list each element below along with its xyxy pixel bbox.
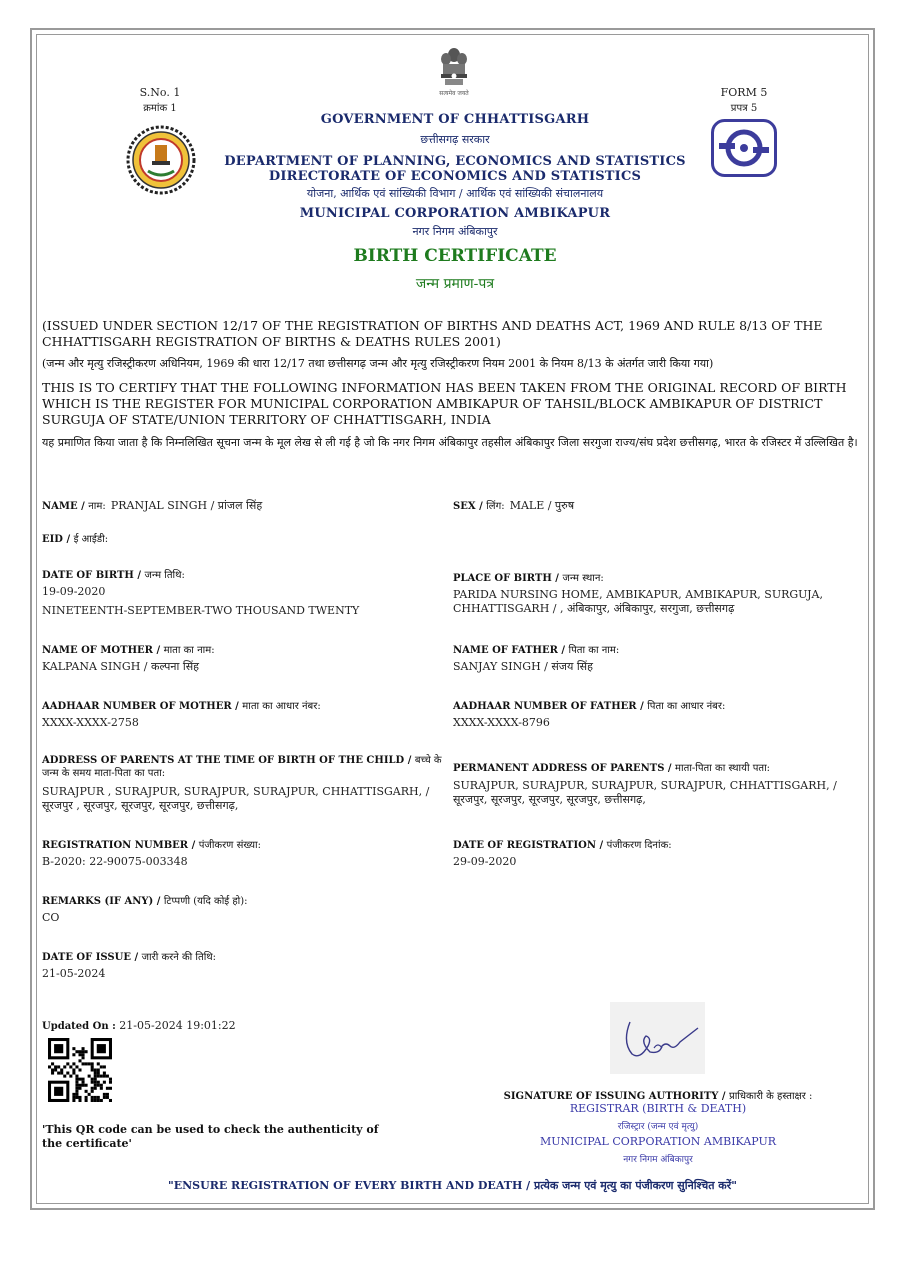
certificate-title: BIRTH CERTIFICATE bbox=[353, 246, 557, 266]
department-title: DEPARTMENT OF PLANNING, ECONOMICS AND STATISTICS bbox=[224, 154, 686, 169]
remarks-value: CO bbox=[42, 911, 60, 924]
registration-number-label: REGISTRATION NUMBER / पंजीकरण संख्या: bbox=[42, 840, 261, 851]
dob-words-value: NINETEENTH-SEPTEMBER-TWO THOUSAND TWENTY bbox=[42, 604, 360, 617]
serial-number: S.No. 1 bbox=[139, 86, 181, 99]
issued-under-text-hindi: (जन्म और मृत्यु रजिस्ट्रीकरण अधिनियम, 1969 की धारा 12/17 तथा छत्तीसगढ़ जन्म और मृत्यु रजिस्ट्रीकरण नियम 2001 के नियम 8/13 के अंतर्गत जारी किया गया) bbox=[42, 357, 714, 370]
permanent-address-label: PERMANENT ADDRESS OF PARENTS / माता-पिता का स्थायी पता: bbox=[453, 763, 771, 774]
certificate-title-hindi: जन्म प्रमाण-पत्र bbox=[415, 276, 495, 292]
registrar-title-hindi: रजिस्ट्रार (जन्म एवं मृत्यु) bbox=[617, 1122, 699, 1132]
sex-field bbox=[453, 494, 853, 513]
issuer-municipality: MUNICIPAL CORPORATION AMBIKAPUR bbox=[539, 1135, 777, 1148]
name-value: PRANJAL SINGH / प्रांजल सिंह bbox=[110, 499, 263, 512]
registrar-title: REGISTRAR (BIRTH & DEATH) bbox=[569, 1102, 747, 1115]
signature-label: SIGNATURE OF ISSUING AUTHORITY / प्राधिकारी के हस्ताक्षर : bbox=[503, 1091, 813, 1102]
name-field bbox=[42, 494, 442, 513]
updated-on-label: Updated On : bbox=[42, 1021, 120, 1032]
qr-note: 'This QR code can be used to check the authenticity of the certificate' bbox=[42, 1123, 379, 1150]
remarks-label: REMARKS (IF ANY) / टिप्पणी (यदि कोई हो): bbox=[42, 896, 248, 907]
signature-image bbox=[610, 1002, 705, 1074]
name-label: NAME / नाम: bbox=[42, 501, 106, 512]
mother-aadhaar-value: XXXX-XXXX-2758 bbox=[42, 716, 139, 729]
eid-label: EID / ई आईडी: bbox=[42, 534, 109, 545]
serial-number-hindi: क्रमांक 1 bbox=[143, 103, 177, 114]
certify-text-hindi: यह प्रमाणित किया जाता है कि निम्नलिखित सूचना जन्म के मूल लेख से ली गई है जो कि नगर निगम अंबिकापुर तहसील अंबिकापुर जिला सरगुजा राज्य/संघ प्रदेश छत्तीसगढ़, भारत के रजिस्टर में उल्लिखित है। bbox=[42, 436, 858, 449]
father-name-label: NAME OF FATHER / पिता का नाम: bbox=[453, 645, 620, 656]
issued-under-text: (ISSUED UNDER SECTION 12/17 OF THE REGISTRATION OF BIRTHS AND DEATHS ACT, 1969 AND RULE 8/13 OF THE CHHATTISGARH REGISTRATION OF BIRTHS & DEATHS RULES 2001) bbox=[42, 318, 823, 349]
form-number: FORM 5 bbox=[720, 86, 768, 99]
registration-date-value: 29-09-2020 bbox=[453, 855, 517, 868]
sex-label: SEX / लिंग: bbox=[453, 501, 505, 512]
updated-on bbox=[42, 1014, 236, 1033]
dob-label: DATE OF BIRTH / जन्म तिथि: bbox=[42, 570, 185, 581]
government-title: GOVERNMENT OF CHHATTISGARH bbox=[320, 112, 590, 127]
qr-code[interactable] bbox=[48, 1038, 112, 1102]
certify-text: THIS IS TO CERTIFY THAT THE FOLLOWING INFORMATION HAS BEEN TAKEN FROM THE ORIGINAL RECORD OF BIRTH WHICH IS THE REGISTER FOR MUNICIPAL CORPORATION AMBIKAPUR OF TAHSIL/BLOCK AMBIKAPUR OF DISTRICT SURGUJA OF STATE/UNION TERRITORY OF CHHATTISGARH, INDIA bbox=[42, 380, 847, 427]
slogan: "ENSURE REGISTRATION OF EVERY BIRTH AND DEATH / प्रत्येक जन्म एवं मृत्यु का पंजीकरण सुनिश्चित करें" bbox=[168, 1179, 737, 1192]
directorate-title: DIRECTORATE OF ECONOMICS AND STATISTICS bbox=[268, 169, 642, 184]
father-aadhaar-label: AADHAAR NUMBER OF FATHER / पिता का आधार नंबर: bbox=[453, 701, 726, 712]
permanent-address-value: SURAJPUR, SURAJPUR, SURAJPUR, SURAJPUR, CHHATTISGARH, / सूरजपुर, सूरजपुर, सूरजपुर, सूरजपुर, छत्तीसगढ़, bbox=[453, 779, 837, 806]
dob-value: 19-09-2020 bbox=[42, 585, 106, 598]
birth-address-value: SURAJPUR , SURAJPUR, SURAJPUR, SURAJPUR, CHHATTISGARH, / सूरजपुर , सूरजपुर, सूरजपुर, सूरजपुर, छत्तीसगढ़, bbox=[42, 785, 430, 812]
issuer-municipality-hindi: नगर निगम अंबिकापुर bbox=[623, 1155, 693, 1165]
registration-date-label: DATE OF REGISTRATION / पंजीकरण दिनांक: bbox=[453, 840, 672, 851]
birth-place-label: PLACE OF BIRTH / जन्म स्थान: bbox=[453, 573, 604, 584]
issue-date-value: 21-05-2024 bbox=[42, 967, 106, 980]
municipal-title-hindi: नगर निगम अंबिकापुर bbox=[412, 225, 498, 238]
mother-name-value: KALPANA SINGH / कल्पना सिंह bbox=[42, 660, 199, 673]
issue-date-label: DATE OF ISSUE / जारी करने की तिथि: bbox=[42, 952, 217, 963]
municipal-title: MUNICIPAL CORPORATION AMBIKAPUR bbox=[299, 206, 611, 221]
birth-place-value: PARIDA NURSING HOME, AMBIKAPUR, AMBIKAPUR, SURGUJA, CHHATTISGARH / , अंबिकापुर, अंबिकापुर, सरगुजा, छत्तीसगढ़ bbox=[453, 588, 823, 615]
department-title-hindi: योजना, आर्थिक एवं सांख्यिकी विभाग / आर्थिक एवं सांख्यिकी संचालनालय bbox=[306, 187, 604, 200]
emblem-caption: सत्यमेव जयते bbox=[439, 90, 469, 97]
form-number-hindi: प्रपत्र 5 bbox=[730, 103, 758, 114]
updated-on-value: 21-05-2024 19:01:22 bbox=[119, 1019, 236, 1032]
state-seal-icon bbox=[126, 125, 196, 195]
father-aadhaar-value: XXXX-XXXX-8796 bbox=[453, 716, 550, 729]
registration-number-value: B-2020: 22-90075-003348 bbox=[42, 855, 188, 868]
crs-logo-icon bbox=[711, 119, 777, 177]
mother-name-label: NAME OF MOTHER / माता का नाम: bbox=[42, 645, 215, 656]
father-name-value: SANJAY SINGH / संजय सिंह bbox=[453, 660, 593, 673]
government-title-hindi: छत्तीसगढ़ सरकार bbox=[420, 133, 490, 146]
sex-value: MALE / पुरुष bbox=[509, 499, 575, 512]
mother-aadhaar-label: AADHAAR NUMBER OF MOTHER / माता का आधार नंबर: bbox=[42, 701, 321, 712]
birth-address-label: ADDRESS OF PARENTS AT THE TIME OF BIRTH OF THE CHILD / बच्चे के जन्म के समय माता-पिता का पता: bbox=[42, 755, 442, 779]
